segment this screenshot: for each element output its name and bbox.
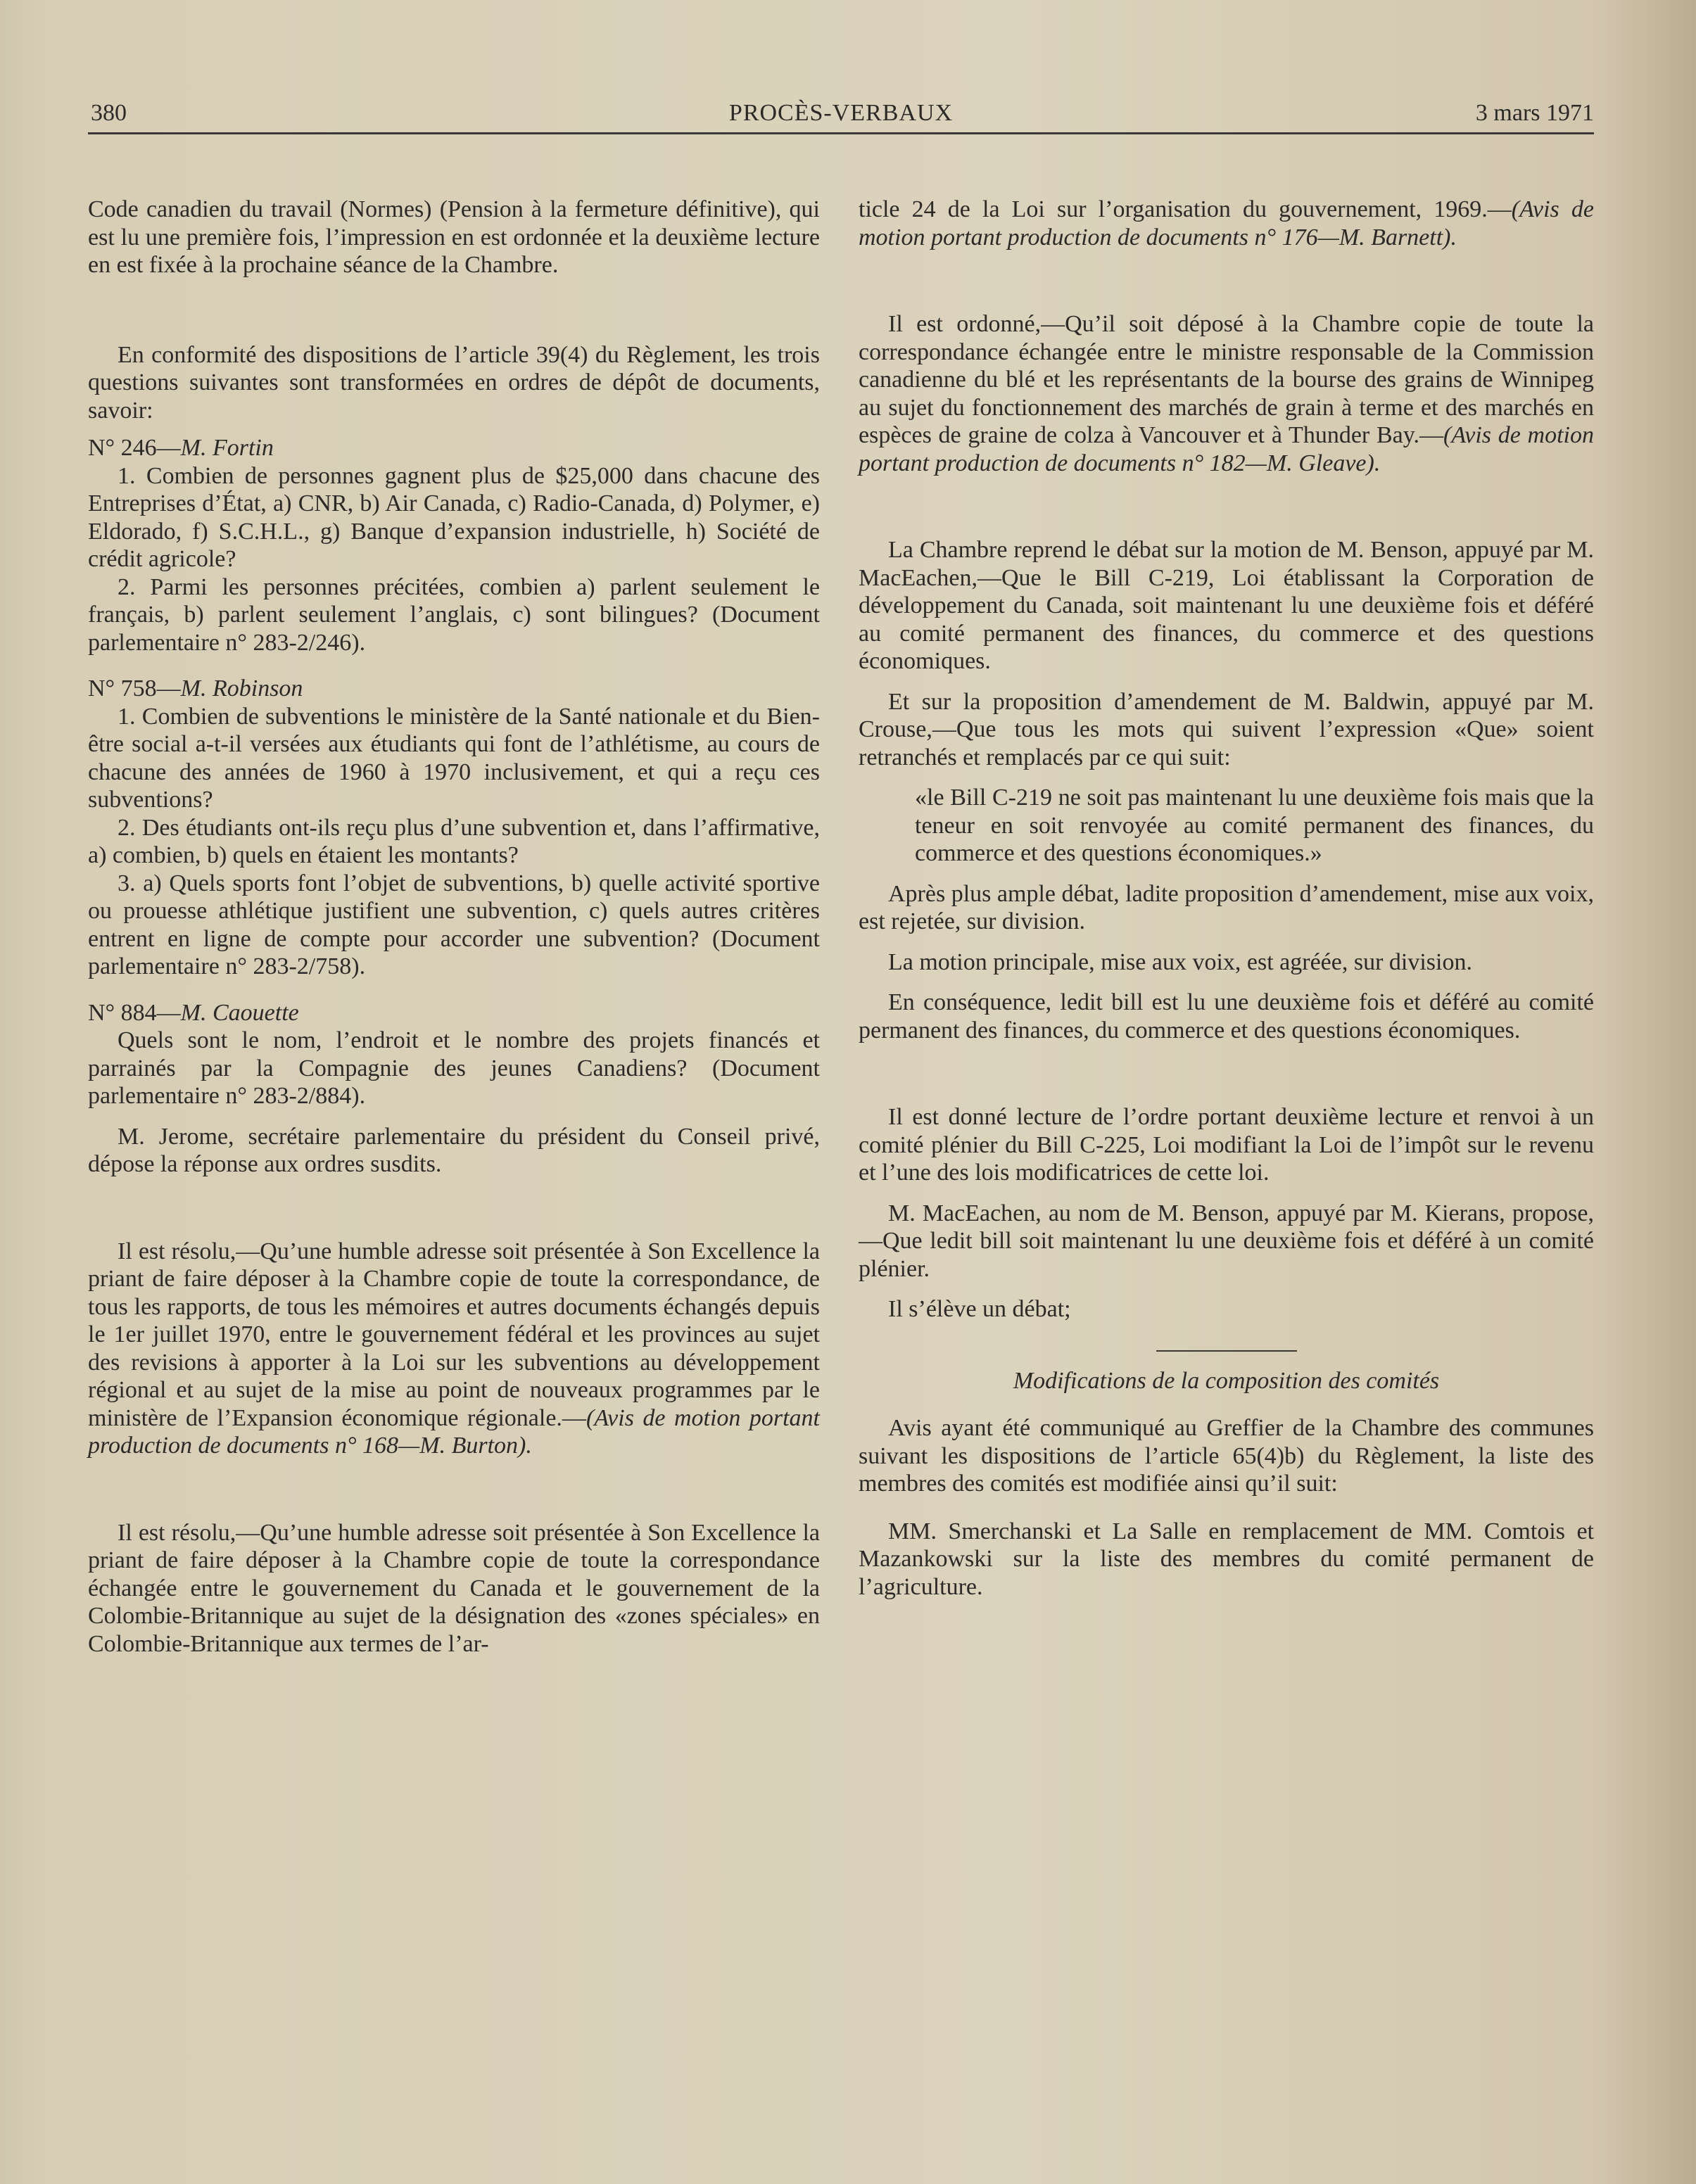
paragraph-debat-eleve: Il s’élève un débat;: [888, 1296, 1071, 1322]
paragraph-maceachen: M. MacEachen, au nom de M. Benson, appuyé par M. Kierans, propose,—Que ledit bill soit maintenant lu une deuxième fois et déféré à un comité plénier.: [859, 1200, 1594, 1282]
question-number: N° 758—: [88, 675, 181, 701]
question-heading-884: [88, 999, 820, 1027]
question-heading-758: [88, 675, 820, 703]
question-number: N° 884—: [88, 999, 181, 1026]
question-884-text: Quels sont le nom, l’endroit et le nombre des projets financés et parrainés par la Compagnie des jeunes Canadiens? (Document parlementaire n° 283-2/884).: [88, 1027, 820, 1109]
paragraph-lecture: Il est donné lecture de l’ordre portant deuxième lecture et renvoi à un comité plénier du Bill C-225, Loi modifiant la Loi de l’impôt sur le revenu et l’une des lois modificatrices de cette loi.: [859, 1104, 1594, 1186]
paragraph-conformite: En conformité des dispositions de l’article 39(4) du Règlement, les trois questions suivantes sont transformées en ordres de dépôt de documents, savoir:: [88, 341, 820, 424]
paragraph-code-canadien: Code canadien du travail (Normes) (Pension à la fermeture définitive), qui est lu une première fois, l’impression en est ordonnée et la deuxième lecture en est fixée à la prochaine séance de la Chambre.: [88, 196, 820, 278]
paragraph-avis: Avis ayant été communiqué au Greffier de la Chambre des communes suivant les dispositions de l’article 65(4)b) du Règlement, la liste des membres des comités est modifiée ainsi qu’il suit:: [859, 1415, 1594, 1497]
paragraph-consequence: En conséquence, ledit bill est lu une deuxième fois et déféré au comité permanent des finances, du commerce et des questions économiques.: [859, 989, 1594, 1043]
quoted-amendment: «le Bill C-219 ne soit pas maintenant lu une deuxième fois mais que la teneur en soit renvoyée au comité permanent des finances, du commerce et des questions économiques.»: [915, 785, 1594, 866]
section-title: Modifications de la composition des comités: [1013, 1367, 1440, 1394]
question-246-part-1: 1. Combien de personnes gagnent plus de $25,000 dans chacune des Entreprises d’État, a) CNR, b) Air Canada, c) Radio-Canada, d) Polymer, e) Eldorado, f) S.C.H.L., g) Banque d’expansion industrielle, h) Société de crédit agricole?: [88, 462, 820, 572]
paragraph-jerome: M. Jerome, secrétaire parlementaire du président du Conseil privé, dépose la réponse aux ordres susdits.: [88, 1123, 820, 1177]
question-heading-246: [88, 434, 820, 462]
paragraph-ordonne: Il est ordonné,—Qu’il soit déposé à la Chambre copie de toute la correspondance échangée entre le ministre responsable de la Commission canadienne du blé et les représentants de la bourse des grains de Winnipeg au sujet du fonctionnement des marchés de grain à terme et des marchés en espèces de graine de colza à Vancouver et à Thunder Bay.—(Avis de motion portant production de documents n° 182—M. Gleave).: [859, 311, 1594, 476]
right-column: [859, 196, 1594, 1601]
paragraph-motion-principale: La motion principale, mise aux voix, est agréée, sur division.: [888, 948, 1472, 975]
paragraph-debat: La Chambre reprend le débat sur la motion de M. Benson, appuyé par M. MacEachen,—Que le Bill C-219, Loi établissant la Corporation de développement du Canada, soit maintenant lu une deuxième fois et déféré au comité permanent des finances, du commerce et des questions économiques.: [859, 537, 1594, 674]
question-author: M. Robinson: [180, 675, 303, 701]
paragraph-amendement: Et sur la proposition d’amendement de M. Baldwin, appuyé par M. Crouse,—Que tous les mots qui suivent l’expression «Que» soient retranchés et remplacés par ce qui suit:: [859, 688, 1594, 770]
paragraph-continuation: ticle 24 de la Loi sur l’organisation du gouvernement, 1969.—(Avis de motion portant production de documents n° 176—M. Barnett).: [859, 196, 1594, 250]
paragraph-membres: MM. Smerchanski et La Salle en remplacement de MM. Comtois et Mazankowski sur la liste des membres du comité permanent de l’agriculture.: [859, 1518, 1594, 1600]
paragraph-resolu-1: Il est résolu,—Qu’une humble adresse soit présentée à Son Excellence la priant de faire déposer à la Chambre copie de toute la correspondance, de tous les rapports, de tous les mémoires et autres documents échangés depuis le 1er juillet 1970, entre le gouvernement fédéral et les provinces au sujet des revisions à apporter à la Loi sur les subventions au développement régional et au sujet de la mise au point de nouveaux programmes par le ministère de l’Expansion économique régionale.—(Avis de motion portant production de documents n° 168—M. Burton).: [88, 1238, 820, 1459]
question-758-part-3: 3. a) Quels sports font l’objet de subventions, b) quelle activité sportive ou prouesse athlétique justifient une subvention, c) quels autres critères entrent en ligne de compte pour accorder une subvention? (Document parlementaire n° 283-2/758).: [88, 870, 820, 979]
running-head: [88, 99, 1594, 134]
page-title: PROCÈS-VERBAUX: [728, 100, 954, 126]
paragraph-apres-debat: Après plus ample débat, ladite proposition d’amendement, mise aux voix, est rejetée, sur division.: [859, 880, 1594, 934]
question-author: M. Caouette: [180, 999, 299, 1026]
question-758-part-1: 1. Combien de subventions le ministère de la Santé nationale et du Bien-être social a-t-il versées aux étudiants qui font de l’athlétisme, au cours de chacune des années de 1960 à 1970 inclusivement, et qui a reçu ces subventions?: [88, 703, 820, 813]
question-758-part-2: 2. Des étudiants ont-ils reçu plus d’une subvention et, dans l’affirmative, a) combien, b) quels en étaient les montants?: [88, 814, 820, 868]
paragraph-resolu-2: Il est résolu,—Qu’une humble adresse soit présentée à Son Excellence la priant de faire déposer à la Chambre copie de toute la correspondance échangée entre le gouvernement du Canada et le gouvernement de la Colombie-Britannique au sujet de la désignation des «zones spéciales» en Colombie-Britannique aux termes de l’ar-: [88, 1519, 820, 1657]
section-divider: [1156, 1350, 1297, 1352]
question-author: M. Fortin: [180, 435, 274, 461]
question-246-part-2: 2. Parmi les personnes précitées, combien a) parlent seulement le français, b) parlent seulement l’anglais, c) sont bilingues? (Document parlementaire n° 283-2/246).: [88, 573, 820, 656]
left-column: [88, 196, 820, 1658]
page-date: 3 mars 1971: [1475, 100, 1594, 126]
question-number: N° 246—: [88, 435, 181, 461]
page-number: 380: [91, 100, 127, 126]
